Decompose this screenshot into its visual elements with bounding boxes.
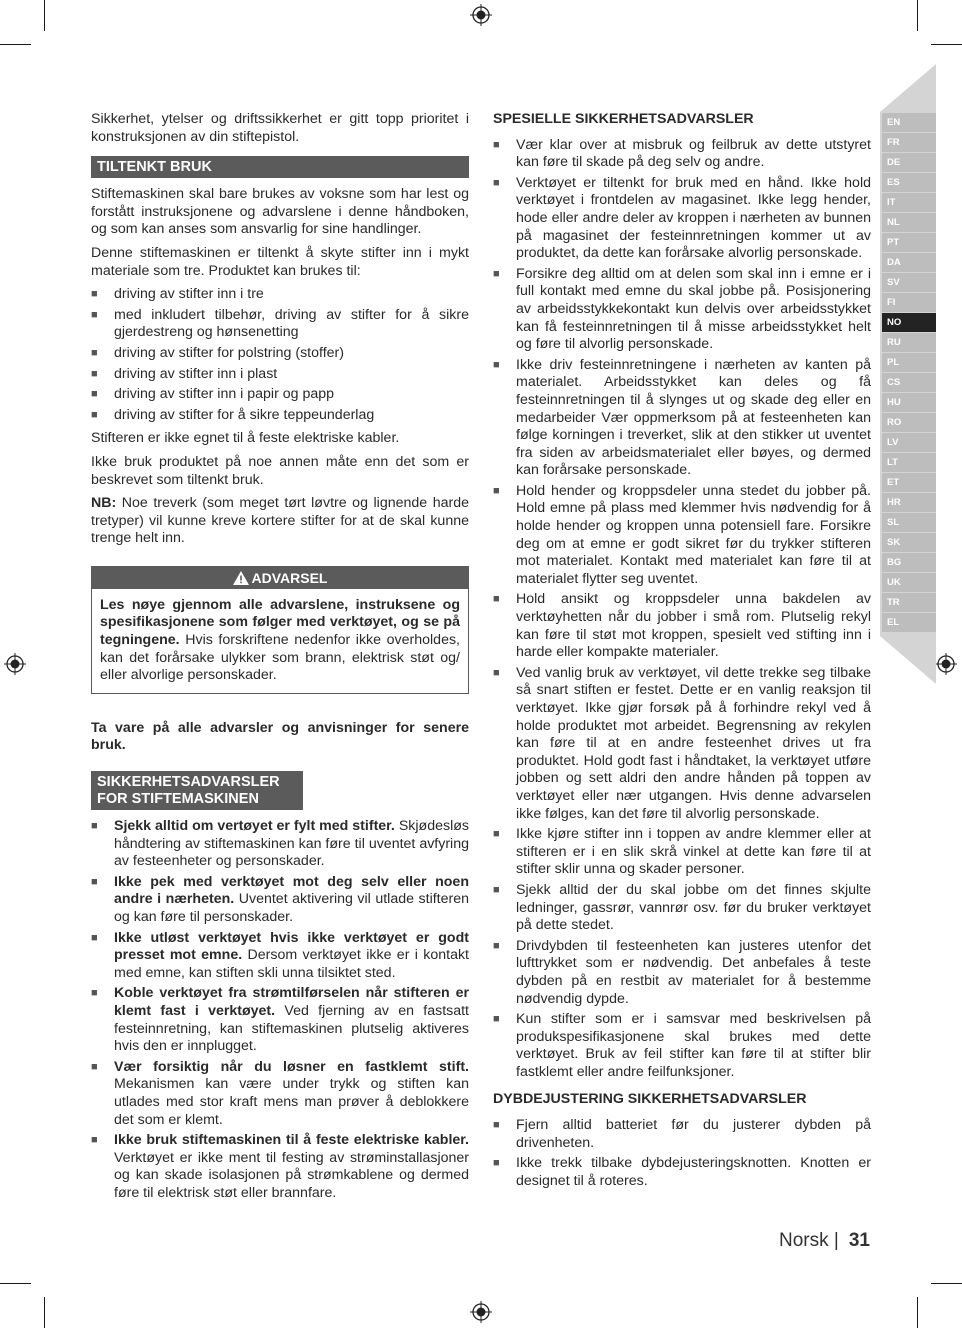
language-tab-lv[interactable]: LV: [882, 433, 936, 452]
crop-mark: [44, 0, 45, 31]
language-tab-ru[interactable]: RU: [882, 333, 936, 352]
language-tab-sk[interactable]: SK: [882, 533, 936, 552]
bullet-icon: ■: [493, 1157, 500, 1170]
keep-instructions-note: Ta vare på alle advarsler og anvisninger for senere bruk.: [91, 719, 469, 754]
language-tab-sv[interactable]: SV: [882, 273, 936, 292]
bullet-icon: ■: [493, 883, 500, 896]
bullet-icon: ■: [493, 828, 500, 841]
intended-use-list: [91, 286, 469, 424]
warning-triangle-icon: [233, 571, 249, 585]
paragraph: Stifteren er ikke egnet til å feste elektriske kabler.: [91, 430, 400, 447]
language-tab-el[interactable]: EL: [882, 613, 936, 632]
language-tab-hu[interactable]: HU: [882, 393, 936, 412]
list-item: ■ med inkludert tilbehør, driving av stifter for å sikre gjerdestreng og hønsenetting: [91, 306, 469, 341]
crop-mark: [44, 1297, 45, 1328]
language-tab-et[interactable]: ET: [882, 473, 936, 492]
language-tab-da[interactable]: DA: [882, 253, 936, 272]
warning-body: Les nøye gjennom alle advarslene, instruksene og spesifikasjonene som følger med verktøyet, og se på tegningene. Hvis forskriftene nedenfor ikke overholdes, kan det forårsake ulykker som brann, elektrisk støt og/ eller alvorlige personskader.: [100, 596, 460, 684]
language-tab-ro[interactable]: RO: [882, 413, 936, 432]
list-item: ■ Koble verktøyet fra strømtilførselen når stifteren er klemt fast i verktøyet. Ved fjerning av en fastsatt festeinnretning, kan stiftemaskinen plutselig aktiveres hvis den er innplugget.: [91, 985, 470, 1055]
list-item: ■ driving av stifter inn i papir og papp: [91, 386, 335, 403]
paragraph: Stiftemaskinen skal bare brukes av voksne som har lest og forstått instruksjonene og advarslene i denne håndboken, og som kan anses som ansvarlig for sine handlinger.: [91, 186, 469, 238]
bullet-icon: ■: [493, 939, 500, 952]
language-tab-pt[interactable]: PT: [882, 233, 936, 252]
list-item: ■ Sjekk alltid der du skal jobbe om det finnes skjulte ledninger, gassrør, vannrør osv. før du bruker verktøyet på dette stedet.: [493, 881, 871, 934]
list-item: ■ Ikke trekk tilbake dybdejusteringsknotten. Knotten er designet til å roteres.: [493, 1155, 871, 1189]
section-title-intended-use: TILTENKT BRUK: [91, 156, 469, 178]
bullet-icon: ■: [493, 138, 500, 151]
stapler-safety-list: [91, 818, 469, 1202]
section-title-special-safety: SPESIELLE SIKKERHETSADVARSLER: [493, 111, 754, 127]
list-item: ■ Ikke driv festeinnretningene i nærheten av kanten på materialet. Arbeidsstykket kan deles og få festeinnretningen til å slynges ut og skade deg eller en medarbeider Vær oppmerksom på at festeenheten kan følge korningen i treverket, slik at den stikker ut uventet fra siden av arbeidsmaterialet eller bøyes, og dermed kan forårsake personskade.: [493, 356, 871, 479]
paragraph: Ikke bruk produktet på noe annen måte enn det som er beskrevet som tiltenkt bruk.: [91, 453, 469, 488]
section-title-depth-safety: DYBDEJUSTERING SIKKERHETSADVARSLER: [493, 1091, 807, 1108]
crop-mark: [931, 1283, 962, 1284]
bullet-icon: ■: [493, 1013, 500, 1026]
page-footer: [779, 1230, 870, 1252]
language-tab-bg[interactable]: BG: [882, 553, 936, 572]
footer-language: Norsk |: [779, 1230, 839, 1251]
language-tab-it[interactable]: IT: [882, 193, 936, 212]
bullet-icon: ■: [91, 1134, 98, 1147]
bullet-icon: ■: [91, 346, 98, 359]
nb-note: NB: Noe treverk (som meget tørt løvtre og lignende harde tretyper) vil kunne kreve kortere stifter for at de skal kunne trenge helt inn.: [91, 495, 469, 547]
warning-box: [91, 566, 469, 694]
language-tab-sl[interactable]: SL: [882, 513, 936, 532]
registration-mark-icon: [4, 653, 26, 675]
left-column: [91, 111, 469, 1209]
language-tab-fi[interactable]: FI: [882, 293, 936, 312]
language-tab-lt[interactable]: LT: [882, 453, 936, 472]
bullet-icon: ■: [91, 388, 98, 401]
bullet-icon: ■: [493, 267, 500, 280]
bullet-icon: ■: [493, 666, 500, 679]
list-item: ■ Ikke pek med verktøyet mot deg selv eller noen andre i nærheten. Uventet aktivering vil utlade stifteren og kan føre til personskader.: [91, 873, 469, 925]
crop-mark: [931, 44, 962, 45]
bullet-icon: ■: [91, 367, 98, 380]
list-item: ■ Hold hender og kroppsdeler unna stedet du jobber på. Hold emne på plass med klemmer hvis nødvendig for å holde hender og kroppen unna potensiell fare. Forsikre deg om at emne er godt sikret før du trykker stifteren mot materialet. Kontakt med materialet kan føre til at materialet flytter seg uventet.: [493, 482, 871, 587]
list-item: ■ driving av stifter inn i plast: [91, 365, 278, 382]
intro-text: Sikkerhet, ytelser og driftssikkerhet er gitt topp prioritet i konstruksjonen av din stiftepistol.: [91, 111, 469, 145]
language-tab-es[interactable]: ES: [882, 173, 936, 192]
page-number: 31: [848, 1230, 870, 1251]
registration-mark-icon: [470, 1301, 492, 1323]
list-item: ■ driving av stifter for å sikre teppeunderlag: [91, 406, 375, 423]
language-tab-en[interactable]: EN: [882, 113, 936, 132]
section-title-stapler-safety: SIKKERHETSADVARSLER FOR STIFTEMASKINEN: [91, 771, 303, 810]
list-item: ■ Fjern alltid batteriet før du justerer dybden på drivenheten.: [493, 1117, 871, 1151]
language-tab-nl[interactable]: NL: [882, 213, 936, 232]
bullet-icon: ■: [91, 308, 98, 321]
language-tab-de[interactable]: DE: [882, 153, 936, 172]
language-tab-fr[interactable]: FR: [882, 133, 936, 152]
right-column: [493, 111, 871, 1196]
bullet-icon: ■: [91, 820, 98, 833]
list-item: ■ driving av stifter inn i tre: [91, 286, 264, 303]
bullet-icon: ■: [91, 1060, 98, 1073]
bullet-icon: ■: [91, 408, 98, 421]
list-item: ■ Kun stifter som er i samsvar med beskrivelsen på produkspesifikasjonene skal brukes med dette verktøyet. Bruk av feil stifter kan føre til at stifter blir fastklemt eller andre feilfunksjoner.: [493, 1011, 871, 1080]
bullet-icon: ■: [493, 484, 500, 497]
special-safety-list: [493, 137, 871, 1082]
bullet-icon: ■: [91, 987, 98, 1000]
list-item: ■ Verktøyet er tiltenkt for bruk med en hånd. Ikke hold verktøyet i frontdelen av magasinet. Ikke legg hender, hode eller andre deler av kroppen i nærheten av bunnen på magasinet der festeinnretningen kommer ut av produktet, da dette kan forårsake alvorlig personskade.: [493, 174, 871, 262]
bullet-icon: ■: [493, 176, 500, 189]
language-tab-uk[interactable]: UK: [882, 573, 936, 592]
paragraph: Denne stiftemaskinen er tiltenkt å skyte stifter inn i mykt materiale som tre. Produktet kan brukes til:: [91, 244, 469, 279]
list-item: ■ Hold ansikt og kroppsdeler unna bakdelen av verktøyhetten når du jobber i små rom. Plutselig rekyl kan føre til støt mot kroppen, spesielt ved stifting inn i harde eller kompakte materialer.: [493, 591, 871, 661]
list-item: ■ Drivdybden til festeenheten kan justeres utenfor det lufttrykket som er nødvendig. Det anbefales å teste dybden på en restbit av materialet for å bestemme nødvendig dypde.: [493, 937, 871, 1007]
list-item: ■ Ikke bruk stiftemaskinen til å feste elektriske kabler. Verktøyet er ikke ment til festing av strøminstallasjoner og kan skade isolasjonen på strømkablene og dermed føre til elektrisk støt eller brannfare.: [91, 1132, 469, 1201]
warning-header: ADVARSEL: [92, 567, 468, 589]
list-item: ■ driving av stifter for polstring (stoffer): [91, 344, 344, 361]
crop-mark: [917, 0, 918, 31]
bullet-icon: ■: [91, 875, 98, 888]
language-tab-no[interactable]: NO: [882, 313, 936, 332]
depth-safety-list: [493, 1117, 871, 1190]
list-item: ■ Sjekk alltid om vertøyet er fylt med stifter. Skjødesløs håndtering av stiftemaskinen kan føre til uventet avfyring av festeenheter og personskader.: [91, 818, 469, 870]
language-tab-tr[interactable]: TR: [882, 593, 936, 612]
list-item: ■ Vær klar over at misbruk og feilbruk av dette utstyret kan føre til skade på deg selv og andre.: [493, 136, 871, 171]
bullet-icon: ■: [493, 358, 500, 371]
registration-mark-icon: [470, 4, 492, 26]
crop-mark: [917, 1297, 918, 1328]
list-item: ■ Vær forsiktig når du løsner en fastklemt stift. Mekanismen kan være under trykk og stiften kan utlades med stor kraft mens man prøver å deblokkere det som er klemt.: [91, 1058, 469, 1128]
language-tabs: [882, 113, 936, 633]
bullet-icon: ■: [493, 593, 500, 606]
crop-mark: [0, 1283, 31, 1284]
list-item: ■ Ikke utløst verktøyet hvis ikke verktøyet er godt presset mot emne. Dersom verktøyet ikke er i kontakt med emne, kan stiften skli unna tilsiktet sted.: [91, 929, 470, 981]
crop-mark: [0, 44, 31, 45]
language-tab-cs[interactable]: CS: [882, 373, 936, 392]
bullet-icon: ■: [91, 288, 98, 301]
list-item: ■ Ikke kjøre stifter inn i toppen av andre klemmer eller at stifteren er i en slik skrå vinkel at dette kan føre til at stifter sklir unna og skader personer.: [493, 826, 871, 878]
language-tab-pl[interactable]: PL: [882, 353, 936, 372]
list-item: ■ Forsikre deg alltid om at delen som skal inn i emne er i full kontakt med emne du skal jobbe på. Posisjonering av arbeidsstykkekontakt kun delvis over arbeidsstykket kan få festeinnretningen til å misse arbeidsstykket helt og føre til alvorlig personskade.: [493, 265, 871, 353]
language-tab-hr[interactable]: HR: [882, 493, 936, 512]
bullet-icon: ■: [493, 1119, 500, 1132]
list-item: ■ Ved vanlig bruk av verktøyet, vil dette trekke seg tilbake så snart stiften er festet. Dette er en vanlig reaksjon til verktøyet. Ikke gjør forsøk på å forhindre rekyl ved å holde produktet mot arbeidet. Begrensning av rekylen kan føre til at en andre festeenhet drives ut fra produktet. Hold godt fast i håndtaket, la verktøyet utføre jobben og sett aldri den andre hånden på toppen av verktøyet eller nær utgangen. Hvis denne advarselen ikke følges, kan det føre til alvorlig personskade.: [493, 664, 871, 822]
bullet-icon: ■: [91, 931, 98, 944]
registration-mark-icon: [935, 653, 957, 675]
